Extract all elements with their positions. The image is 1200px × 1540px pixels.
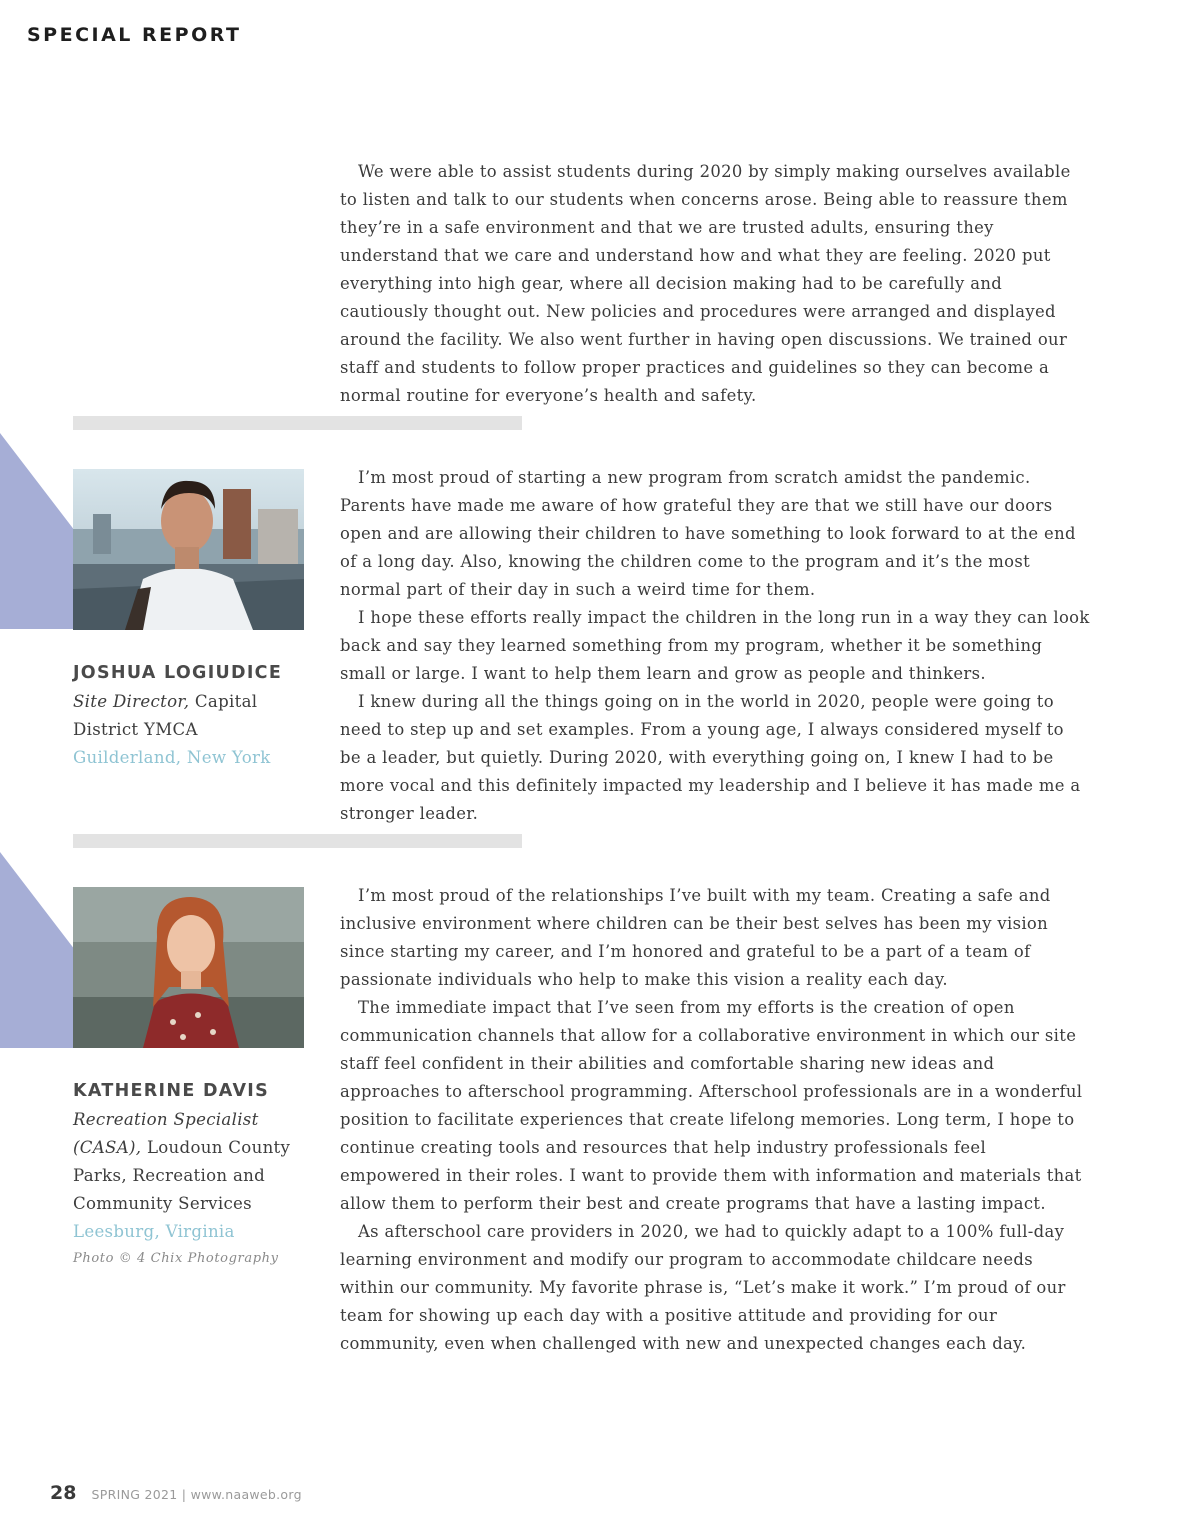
profile-card [73, 1077, 305, 1272]
profile-photo [73, 887, 304, 1048]
person-role [73, 688, 305, 744]
footer-text: SPRING 2021 | www.naaweb.org [91, 1487, 302, 1502]
divider [73, 834, 522, 848]
intro-text [340, 158, 1090, 410]
paragraph: I’m most proud of starting a new program from scratch amidst the pandemic. Parents have made me aware of how grateful they are that we still have our doors open and are allowing their children to have something to look forward to at the end of a long day. Also, knowing the children come to the program and it’s the most normal part of their day in such a weird time for them. [340, 468, 1076, 599]
location: Guilderland, New York [73, 748, 271, 767]
profile-text [340, 464, 1090, 828]
profile-photo [73, 469, 304, 630]
paragraph: I hope these efforts really impact the children in the long run in a way they can look back and say they learned something from my program, whether it be something small or large. I want to help them learn and grow as people and thinkers. [340, 608, 1090, 683]
paragraph: The immediate impact that I’ve seen from my efforts is the creation of open communication channels that allow for a collaborative environment in which our site staff feel confident in their abilities and comfortable sharing new ideas and approaches to afterschool programming. Afterschool professionals are in a wonderful position to facilitate experiences that create lifelong memories. Long term, I hope to continue creating tools and resources that help industry professionals feel empowered in their roles. I want to provide them with information and materials that allow them to perform their best and create programs that have a lasting impact. [340, 998, 1083, 1213]
divider [73, 416, 522, 430]
person-role [73, 1106, 305, 1218]
organization: Capital District YMCA [73, 692, 258, 739]
job-title: Site Director, [73, 692, 190, 711]
location: Leesburg, Virginia [73, 1222, 235, 1241]
paragraph: I knew during all the things going on in the world in 2020, people were going to need to step up and set examples. From a young age, I always considered myself to be a leader, but quietly. During 2020, with everything going on, I knew I had to be more vocal and this definitely impacted my leadership and I believe it has made me a stronger leader. [340, 692, 1081, 823]
person-name: KATHERINE DAVIS [73, 1081, 270, 1101]
job-title: Recreation Specialist (CASA), [73, 1110, 259, 1157]
page-number: 28 [50, 1482, 77, 1504]
organization: Loudoun County Parks, Recreation and Community Services [73, 1138, 291, 1213]
person-name: JOSHUA LOGIUDICE [73, 663, 283, 683]
paragraph: We were able to assist students during 2020 by simply making ourselves available to listen and talk to our students when concerns arose. Being able to reassure them they’re in a safe environment and that we are trusted adults, ensuring they understand that we care and understand how and what they are feeling. 2020 put everything into high gear, where all decision making had to be carefully and cautiously thought out. New policies and procedures were arranged and displayed around the facility. We also went further in having open discussions. We trained our staff and students to follow proper practices and guidelines so they can become a normal routine for everyone’s health and safety. [340, 162, 1071, 405]
profile-text [340, 882, 1090, 1358]
section-label: SPECIAL REPORT [27, 24, 242, 46]
page-footer [50, 1482, 302, 1504]
paragraph: As afterschool care providers in 2020, we had to quickly adapt to a 100% full-day learning environment and modify our program to accommodate childcare needs within our community. My favorite phrase is, “Let’s make it work.” I’m proud of our team for showing up each day with a positive attitude and providing for our community, even when challenged with new and unexpected changes each day. [340, 1222, 1066, 1353]
photo-credit: Photo © 4 Chix Photography [73, 1251, 279, 1266]
paragraph: I’m most proud of the relationships I’ve built with my team. Creating a safe and inclusive environment where children can be their best selves has been my vision since starting my career, and I’m honored and grateful to be a part of a team of passionate individuals who help to make this vision a reality each day. [340, 886, 1051, 989]
profile-card [73, 659, 305, 772]
